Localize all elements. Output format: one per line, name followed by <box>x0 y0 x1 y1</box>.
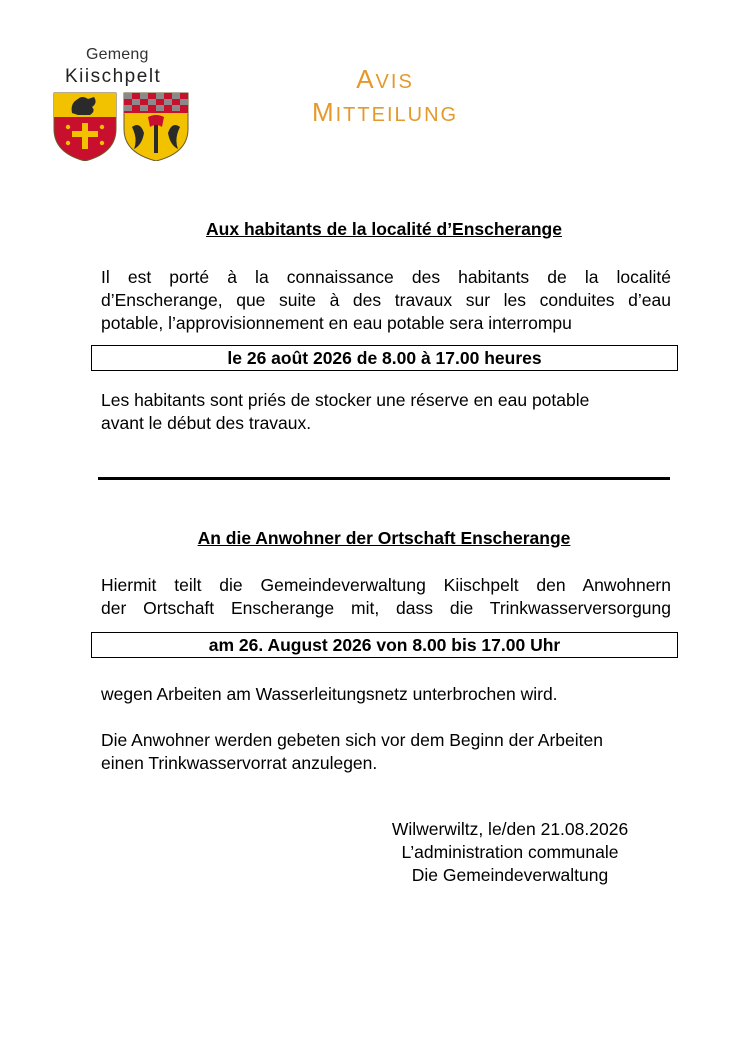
german-paragraph-line: Hiermit teilt die Gemeindeverwaltung Kiischpelt den Anwohnern <box>101 575 671 595</box>
signature-place-date: Wilwerwiltz, le/den 21.08.2026 <box>391 819 629 839</box>
french-date-box: le 26 août 2026 de 8.00 à 17.00 heures <box>91 345 678 371</box>
german-paragraph-line: Die Anwohner werden gebeten sich vor dem Beginn der Arbeiten <box>101 730 603 750</box>
german-date-box: am 26. August 2026 von 8.00 bis 17.00 Uhr <box>91 632 678 658</box>
german-heading: An die Anwohner der Ortschaft Enscherange <box>197 528 571 548</box>
notice-title-german: MITTEILUNG <box>311 97 459 127</box>
logo-municipality-name: Kiischpelt <box>65 66 162 87</box>
german-paragraph-line: der Ortschaft Enscherange mit, dass die Trinkwasserversorgung <box>101 598 671 618</box>
french-paragraph-line: avant le début des travaux. <box>101 413 312 433</box>
french-paragraph-line: potable, l’approvisionnement en eau potable sera interrompu <box>101 313 572 333</box>
notice-title-french: AVIS <box>356 64 414 94</box>
french-paragraph-line: Les habitants sont priés de stocker une réserve en eau potable <box>101 390 590 410</box>
right-shield-icon <box>124 93 188 161</box>
french-heading: Aux habitants de la localité d’Enscherange <box>206 219 562 239</box>
signature-admin-fr: L’administration communale <box>401 842 619 862</box>
french-paragraph-line: Il est porté à la connaissance des habitants de la localité <box>101 267 671 287</box>
signature-admin-de: Die Gemeindeverwaltung <box>411 865 609 885</box>
left-shield-icon <box>54 93 116 161</box>
coat-of-arms-logo <box>52 91 190 161</box>
logo-municipality-label: Gemeng <box>86 46 149 63</box>
section-divider <box>98 477 670 480</box>
german-paragraph-line: einen Trinkwasservorrat anzulegen. <box>101 753 378 773</box>
french-paragraph-line: d’Enscherange, que suite à des travaux sur les conduites d’eau <box>101 290 671 310</box>
german-paragraph-line: wegen Arbeiten am Wasserleitungsnetz unterbrochen wird. <box>101 684 558 704</box>
